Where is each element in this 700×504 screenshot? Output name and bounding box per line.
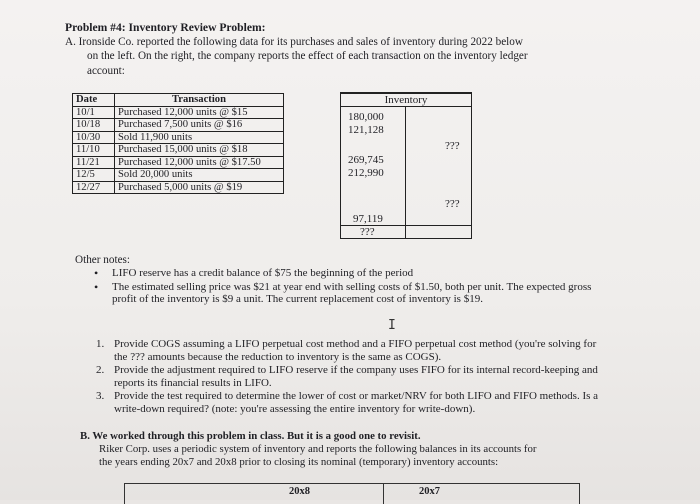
table-row — [73, 156, 284, 169]
notes-heading: Other notes: — [75, 254, 130, 266]
table-row — [73, 181, 284, 194]
row-date: 11/10 — [73, 144, 115, 157]
ledger-divider — [405, 106, 406, 238]
header-transaction: Transaction — [115, 94, 284, 107]
table-row — [73, 131, 284, 144]
list-item — [96, 390, 606, 415]
question-text: Provide COGS assuming a LIFO perpetual cost method and a FIFO perpetual cost method (you're solving for the ??? amounts because the reduction to inventory is the same as COGS). — [114, 338, 597, 363]
part-a-intro-line-2: on the left. On the right, the company reports the effect of each transaction on the inventory ledger — [87, 50, 528, 62]
row-transaction: Purchased 12,000 units @ $17.50 — [115, 156, 284, 169]
question-number: 3. — [96, 390, 105, 403]
question-number: 1. — [96, 338, 105, 350]
row-transaction: Purchased 12,000 units @ $15 — [115, 106, 284, 119]
notes-list — [92, 267, 592, 307]
list-item: • LIFO reserve has a credit balance of $75 the beginning of the period — [92, 267, 592, 280]
row-date: 11/21 — [73, 156, 115, 169]
question-text: Provide the test required to determine the lower of cost or market/NRV for both LIFO and FIFO methods. Is a write-down required? (note: you're assessing the entire inventory for write-down). — [114, 390, 599, 415]
row-transaction: Purchased 15,000 units @ $18 — [115, 144, 284, 157]
ledger-credit: ??? — [445, 198, 460, 210]
table-row — [73, 144, 284, 157]
list-item: • The estimated selling price was $21 at year end with selling costs of $1.50, both per unit. The expected gross profit of the inventory is $9 a unit. The current replacement cost of inventory is $19. — [92, 281, 592, 306]
ledger-ending-balance: ??? — [360, 226, 375, 238]
row-transaction: Purchased 5,000 units @ $19 — [115, 181, 284, 194]
table-row — [73, 106, 284, 119]
column-20x8: 20x8 — [289, 486, 310, 497]
table-row — [73, 119, 284, 132]
row-transaction: Sold 20,000 units — [115, 169, 284, 182]
part-a-intro-line-3: account: — [87, 65, 125, 77]
ledger-debit: 180,000 — [348, 111, 384, 123]
question-number: 2. — [96, 364, 105, 377]
question-text: Provide the adjustment required to LIFO reserve if the company uses FIFO for its internal record-keeping and reports its financial results in LIFO. — [114, 364, 598, 389]
ledger-title: Inventory — [341, 94, 471, 107]
row-transaction: Purchased 7,500 units @ $16 — [115, 119, 284, 132]
transactions-header-row — [73, 94, 284, 107]
part-b-heading: B. We worked through this problem in class. But it is a good one to revisit. — [80, 430, 421, 442]
ledger-debit: 212,990 — [348, 167, 384, 179]
row-date: 10/18 — [73, 119, 115, 132]
list-item — [96, 364, 606, 389]
questions-list — [96, 338, 606, 417]
problem-title: Problem #4: Inventory Review Problem: — [65, 21, 266, 34]
list-item — [96, 338, 606, 363]
row-date: 12/27 — [73, 181, 115, 194]
ledger-debit: 121,128 — [348, 124, 384, 136]
table-row — [73, 169, 284, 182]
part-a-intro-line-1: A. Ironside Co. reported the following data for its purchases and sales of inventory during 2022 below — [65, 36, 523, 48]
ledger-credit: ??? — [445, 140, 460, 152]
row-date: 10/30 — [73, 131, 115, 144]
ledger-debit: 269,745 — [348, 154, 384, 166]
transactions-table — [72, 93, 284, 194]
inventory-ledger — [340, 92, 472, 239]
row-date: 12/5 — [73, 169, 115, 182]
part-b-balances-table — [124, 483, 580, 504]
header-date: Date — [73, 94, 115, 107]
ledger-debit: 97,119 — [353, 213, 383, 225]
part-b-line-2: Riker Corp. uses a periodic system of inventory and reports the following balances in its accounts for — [99, 443, 537, 455]
part-b-line-3: the years ending 20x7 and 20x8 prior to closing its nominal (temporary) inventory accounts: — [99, 456, 499, 468]
column-divider — [383, 484, 384, 504]
text-cursor-icon: I — [388, 318, 396, 333]
column-20x7: 20x7 — [419, 486, 440, 497]
row-date: 10/1 — [73, 106, 115, 119]
row-transaction: Sold 11,900 units — [115, 131, 284, 144]
